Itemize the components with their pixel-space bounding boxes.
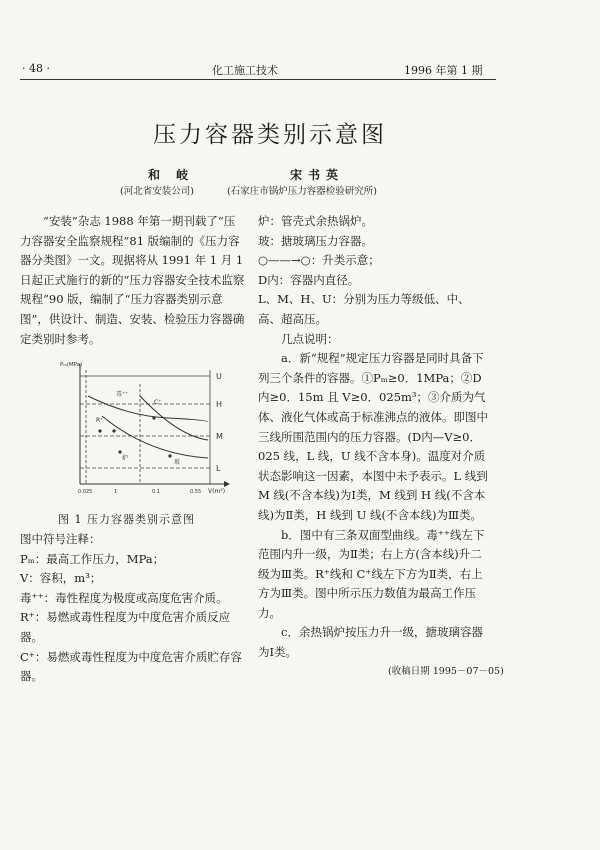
page-number: · 48 · xyxy=(22,62,50,75)
curve-r xyxy=(102,416,208,458)
level-m-label: M xyxy=(216,432,223,441)
figure-caption: 图 1 压力容器类别示意图 xyxy=(58,513,195,526)
x-tick-2: 0.1 xyxy=(152,489,160,495)
right-column xyxy=(258,212,488,663)
def-pressure-levels: L、M、H、U：分别为压力等级低、中、高、超高压。 xyxy=(258,292,470,326)
author-2-name: 宋书英 xyxy=(290,168,345,182)
level-l-label: L xyxy=(216,464,221,473)
legend-title: 图中符号注释： xyxy=(20,532,101,546)
curve-label-furnace: 炉 xyxy=(122,455,129,462)
author-1-affiliation: (河北省安装公司) xyxy=(120,186,194,197)
marker-3 xyxy=(118,450,121,453)
legend-item-c: C⁺：易燃或毒性程度为中度危害介质贮存容器。 xyxy=(20,649,242,684)
issue-label: 1996 年第 1 期 xyxy=(404,64,483,77)
curve-label-toxic: 毒⁺⁺ xyxy=(116,391,129,398)
note-c: c．余热锅炉按压力升一级，搪玻璃容器为Ⅰ类。 xyxy=(258,625,483,660)
x-tick-0: 0.025 xyxy=(78,489,93,495)
author-2-affiliation: (石家庄市锅炉压力容器检验研究所) xyxy=(227,186,377,197)
note-b: b．图中有三条双面型曲线。毒⁺⁺线左下范围内升一级，为Ⅱ类；右上方(含本线)升二级为Ⅲ类。R⁺线和 C⁺线左下方为Ⅱ类，右上方为Ⅲ类。图中所示压力数值为最高工作压力。 xyxy=(258,527,485,620)
x-axis-label: V(m³) xyxy=(208,488,226,495)
x-axis-arrow xyxy=(224,481,230,487)
x-tick-3: 0.55 xyxy=(190,489,202,495)
marker-2 xyxy=(112,429,115,432)
legend-item-r: R⁺：易燃或毒性程度为中度危害介质反应器。 xyxy=(20,610,231,644)
legend xyxy=(20,530,246,687)
def-diameter: D内：容器内直径。 xyxy=(258,272,360,287)
level-u-label: U xyxy=(216,372,222,381)
pressure-vessel-category-diagram xyxy=(58,356,240,506)
received-date: (收稿日期 1995－07－05) xyxy=(388,666,504,677)
legend-item-toxic: 毒⁺⁺：毒性程度为极度或高度危害介质。 xyxy=(20,590,228,605)
def-glass: 玻：搪玻璃压力容器。 xyxy=(258,233,373,248)
intro-paragraph: “安装”杂志 1988 年第一期刊载了“压力容器安全监察规程”81 版编制的《压力容器分类图》一文。现据将从 1991 年 1 月 1 日起正式施行的新的“压力容器安全技术监察规程”90 版，编制了“压力容器类别示意图”，供设计、制造、安装、检验压力容器确定类别时参考。 xyxy=(20,214,245,346)
marker-5 xyxy=(168,454,171,457)
level-h-label: H xyxy=(216,400,223,409)
marker-4 xyxy=(152,416,155,419)
curve-label-c: C⁺ xyxy=(154,399,162,406)
def-furnace: 炉：管壳式余热锅炉。 xyxy=(258,214,373,228)
left-column-intro xyxy=(20,212,246,349)
curve-label-glass: 玻 xyxy=(174,459,181,466)
header-rule xyxy=(20,79,496,80)
legend-item-v: V：容积，m³； xyxy=(20,571,102,586)
curve-label-r: R⁺ xyxy=(96,417,104,424)
note-a: a．新“规程”规定压力容器是同时具备下列三个条件的容器。①Pₘ≥0．1MPa；②D内≥0．15m 且 V≥0．025m³；③介质为气体、液化气体或高于标准沸点的液体。即图中三线所围范围内的压力容器。(D内—V≥0．025 线，L 线，U 线不含本身)。温度对介质状态影响这一因素，本图中未予表示。L 线到 M 线(不含本线)为Ⅰ类，M 线到 H 线(不含本线)为Ⅱ类，H 线到 U 线(不含本线)为Ⅲ类。 xyxy=(258,351,488,522)
curve-toxic xyxy=(88,396,208,422)
x-tick-1: 1 xyxy=(114,489,118,495)
def-upgrade-symbol: ○——→○：升类示意； xyxy=(258,253,380,268)
marker-1 xyxy=(98,429,101,432)
notes-title: 几点说明： xyxy=(281,331,339,346)
journal-name: 化工施工技术 xyxy=(212,64,278,77)
author-1-name: 和 岐 xyxy=(148,168,195,182)
y-axis-label: Pₘ(MPa) xyxy=(60,362,83,368)
article-title: 压力容器类别示意图 xyxy=(153,122,387,148)
legend-item-pm: Pₘ：最高工作压力，MPa； xyxy=(20,551,165,566)
